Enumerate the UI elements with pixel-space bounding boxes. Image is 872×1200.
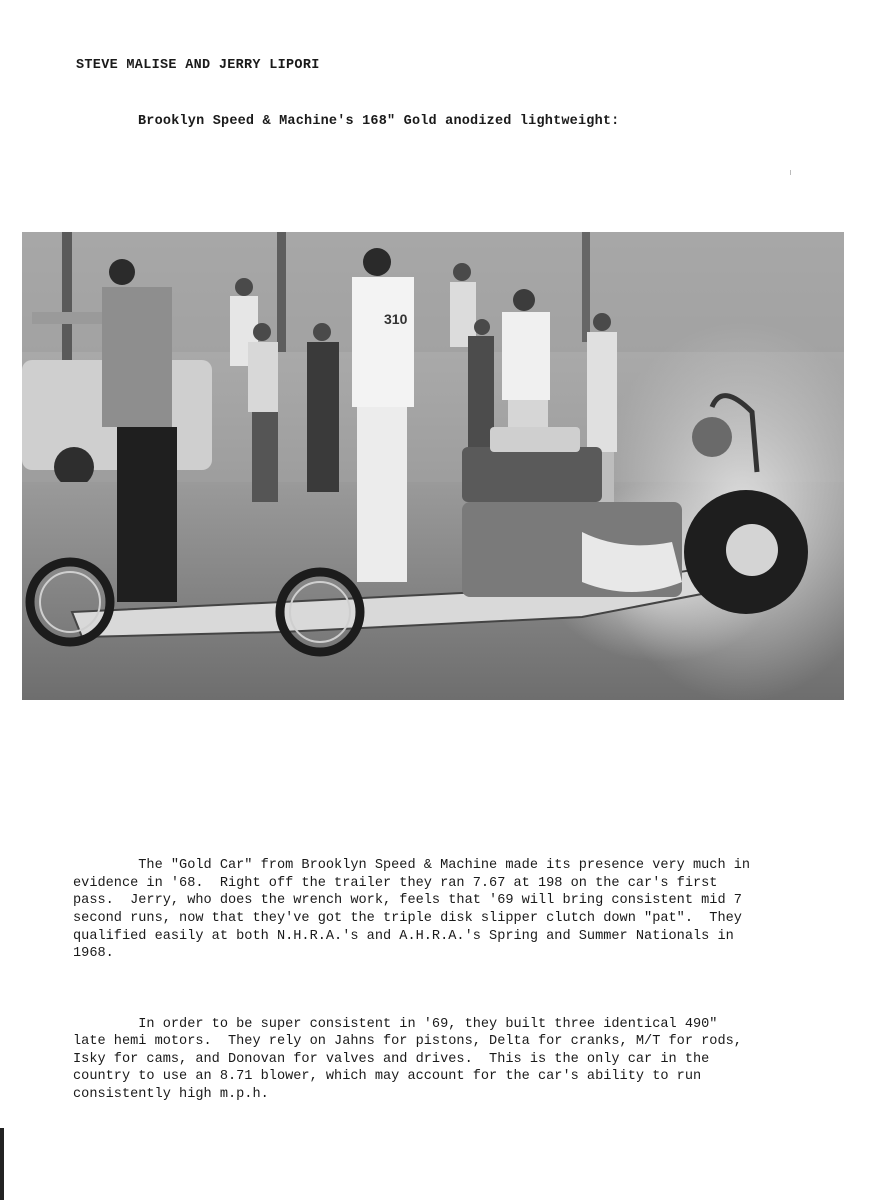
text-line: evidence in '68. Right off the trailer they ran 7.67 at 198 on the car's first (73, 875, 718, 891)
crewman-white (352, 248, 414, 582)
text-line: The "Gold Car" from Brooklyn Speed & Machine made its presence very much in (73, 858, 751, 874)
parked-car-wheel (54, 447, 94, 487)
shirt-car-number: 310 (384, 311, 408, 327)
scan-edge-mark (0, 1128, 4, 1200)
text-line: second runs, now that they've got the triple disk slipper clutch down "pat". They (73, 910, 742, 926)
paper-speck (790, 170, 791, 175)
driver-helmet (692, 417, 732, 457)
text-line: consistently high m.p.h. (73, 1086, 269, 1102)
text-line: late hemi motors. They rely on Jahns for pistons, Delta for cranks, M/T for rods, (73, 1034, 742, 1050)
rear-wheel-rim (726, 524, 778, 576)
paragraph-1 (73, 857, 793, 963)
text-line: pass. Jerry, who does the wrench work, feels that '69 will bring consistent mid 7 (73, 893, 742, 909)
pole (62, 232, 72, 372)
paragraph-2 (73, 1016, 793, 1104)
text-line: Isky for cams, and Donovan for valves and drives. This is the only car in the (73, 1051, 710, 1067)
text-line: country to use an 8.71 blower, which may account for the car's ability to run (73, 1069, 702, 1085)
article-body (73, 822, 793, 1121)
page-heading: STEVE MALISE AND JERRY LIPORI (76, 58, 320, 73)
pole (277, 232, 286, 352)
text-line: 1968. (73, 946, 114, 962)
pole (582, 232, 590, 342)
dragster-photo (22, 232, 844, 700)
blower (462, 447, 602, 502)
injector-hat (490, 427, 580, 452)
photo-caption: Brooklyn Speed & Machine's 168" Gold anodized lightweight: (138, 114, 620, 129)
text-line: qualified easily at both N.H.R.A.'s and A.H.R.A.'s Spring and Summer Nationals in (73, 928, 734, 944)
text-line: In order to be super consistent in '69, they built three identical 490" (73, 1016, 718, 1032)
